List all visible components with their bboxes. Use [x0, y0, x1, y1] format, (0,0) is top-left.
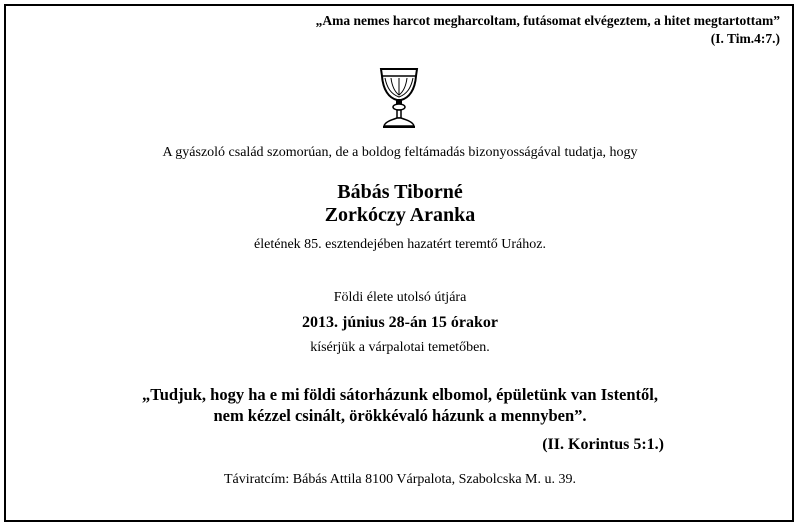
age-text: életének 85. esztendejében hazatért teremtő Urához.	[254, 237, 546, 252]
motto	[316, 12, 780, 48]
intro-text: A gyászoló család szomorúan, de a boldog feltámadás bizonyosságával tudatja, hogy	[162, 145, 638, 160]
quote-reference: (II. Korintus 5:1.)	[542, 436, 664, 453]
motto-text: „Ama nemes harcot megharcoltam, futásomat elvégeztem, a hitet megtartottam”	[315, 13, 780, 28]
cemetery-text: kísérjük a várpalotai temetőben.	[310, 340, 490, 355]
motto-reference: (I. Tim.4:7.)	[710, 31, 780, 46]
deceased-name-maiden: Zorkóczy Aranka	[324, 204, 476, 226]
last-journey-text: Földi élete utolsó útjára	[333, 290, 467, 305]
quote-line-2: nem kézzel csinált, örökkévaló házunk a mennyben”.	[213, 406, 587, 425]
scripture-quote	[0, 384, 800, 426]
telegram-address: Táviratcím: Bábás Attila 8100 Várpalota, Szabolcska M. u. 39.	[224, 472, 576, 487]
deceased-name-married: Bábás Tiborné	[337, 181, 463, 203]
chalice-icon	[377, 66, 421, 130]
quote-line-1: „Tudjuk, hogy ha e mi földi sátorházunk elbomol, épületünk van Istentől,	[141, 385, 659, 404]
funeral-datetime: 2013. június 28-án 15 órakor	[301, 314, 499, 331]
